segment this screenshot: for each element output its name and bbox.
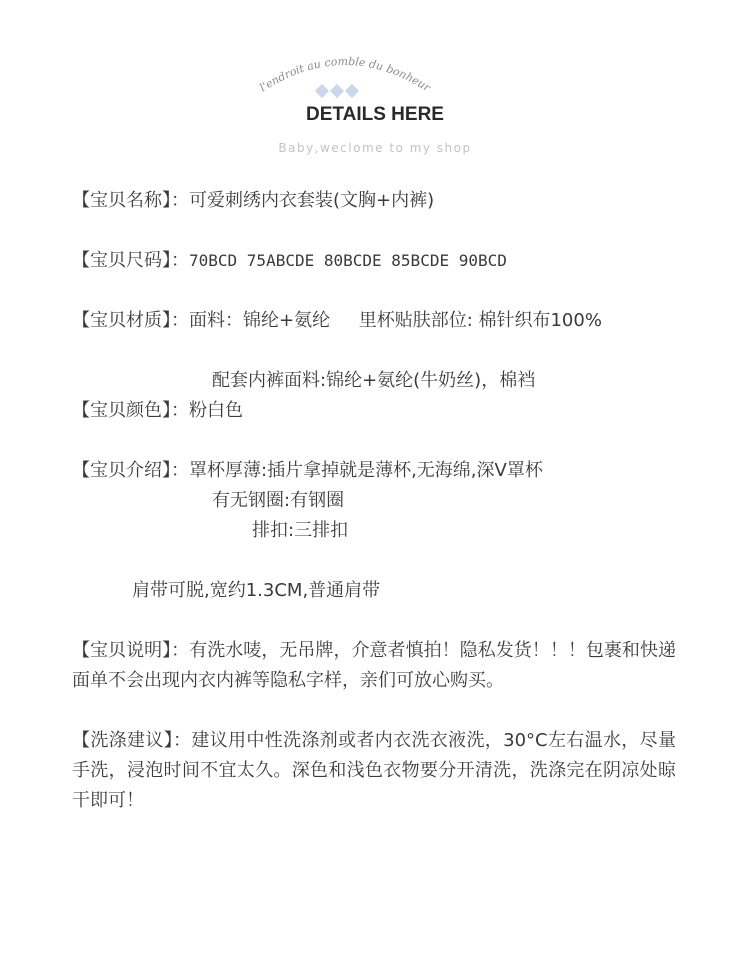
detail-name-row (72, 189, 434, 213)
detail-intro-line2: 有无钢圈:有钢圈 (212, 490, 345, 511)
detail-value: 罩杯厚薄:插片拿掉就是薄杯,无海绵,深V罩杯 (189, 460, 543, 481)
detail-intro-row (72, 459, 543, 483)
detail-label: 【宝贝尺码】： (72, 250, 189, 271)
detail-label: 【宝贝名称】： (72, 190, 189, 211)
detail-material-extra: 配套内裤面料:锦纶+氨纶(牛奶丝)，棉裆 (212, 370, 536, 391)
detail-size-row (72, 249, 507, 273)
detail-intro-line3: 排扣:三排扣 (252, 520, 349, 541)
diamond-ornament (317, 84, 373, 98)
script-tagline: l'endroit au comble du bonheur (257, 54, 433, 95)
detail-value: 可爱刺绣内衣套装(文胸+内裤) (189, 190, 435, 211)
diamond-icon (315, 84, 329, 98)
detail-value: 70BCD 75ABCDE 80BCDE 85BCDE 90BCD (189, 251, 507, 270)
detail-label: 【宝贝材质】： (72, 310, 189, 331)
detail-wash-advice: 【洗涤建议】：建议用中性洗涤剂或者内衣洗衣液洗，30°C左右温水，尽量手洗，浸泡时间不宜太久。深色和浅色衣物要分开清洗，洗涤完在阴凉处晾干即可！ (72, 730, 676, 811)
detail-notice: 【宝贝说明】：有洗水唛，无吊牌，介意者慎拍！隐私发货！！！包裹和快递面单不会出现内衣内裤等隐私字样，亲们可放心购买。 (72, 640, 676, 691)
detail-label: 【宝贝介绍】： (72, 460, 189, 481)
detail-value: 面料：锦纶+氨纶 里杯贴肤部位: 棉针织布100% (189, 310, 602, 331)
details-header (0, 0, 750, 170)
diamond-icon (330, 84, 344, 98)
diamond-icon (345, 84, 359, 98)
page-subtitle: Baby,weclome to my shop (278, 141, 472, 155)
detail-label: 【宝贝颜色】： (72, 400, 189, 421)
detail-material-row (72, 309, 602, 333)
detail-color-row (72, 399, 243, 423)
page-title: DETAILS HERE (306, 104, 444, 125)
detail-value: 粉白色 (189, 400, 243, 421)
script-arc-text (240, 40, 450, 110)
detail-strap-line: 肩带可脱,宽约1.3CM,普通肩带 (132, 580, 381, 601)
